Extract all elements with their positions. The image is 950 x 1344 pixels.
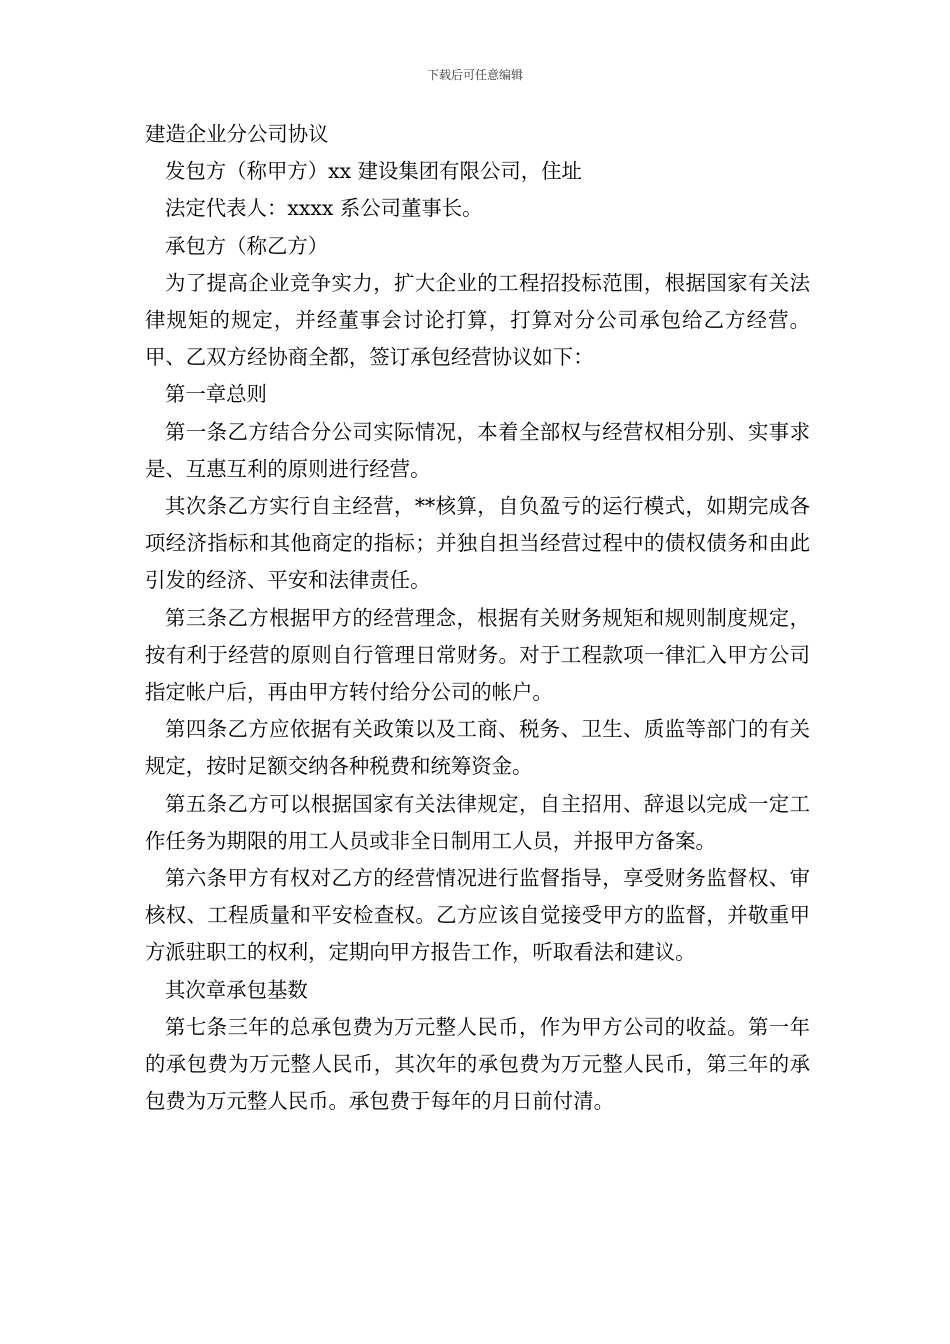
document-title: 建造企业分公司协议 <box>145 122 329 146</box>
article-2: 其次条乙方实行自主经营，**核算，自负盈亏的运行模式，如期完成各项经济指标和其他商定的指标；并独自担当经营过程中的债权债务和由此引发的经济、平安和法律责任。 <box>145 494 810 593</box>
article-1: 第一条乙方结合分公司实际情况，本着全部权与经营权相分别、实事求是、互惠互利的原则进行经营。 <box>145 419 810 481</box>
paragraph-contractor: 发包方（称甲方）xx 建设集团有限公司，住址 <box>165 159 582 184</box>
article-6: 第六条甲方有权对乙方的经营情况进行监督指导，享受财务监督权、审核权、工程质量和平安检查权。乙方应该自觉接受甲方的监督，并敬重甲方派驻职工的权利，定期向甲方报告工作，听取看法和建议。 <box>145 866 810 965</box>
chapter-heading-2: 其次章承包基数 <box>165 977 308 1002</box>
header-note: 下载后可任意编辑 <box>426 68 523 82</box>
article-3: 第三条乙方根据甲方的经营理念，根据有关财务规矩和规则制度规定，按有利于经营的原则自行管理日常财务。对于工程款项一律汇入甲方公司指定帐户后，再由甲方转付给分公司的帐户。 <box>145 605 810 705</box>
document-body <box>145 116 810 1120</box>
article-4: 第四条乙方应依据有关政策以及工商、税务、卫生、质监等部门的有关规定，按时足额交纳各种税费和统筹资金。 <box>145 717 810 779</box>
chapter-heading-1: 第一章总则 <box>165 382 267 407</box>
paragraph-legal-representative: 法定代表人：xxxx 系公司董事长。 <box>165 196 483 221</box>
paragraph-contractee: 承包方（称乙方） <box>165 233 329 258</box>
article-7: 第七条三年的总承包费为万元整人民币，作为甲方公司的收益。第一年的承包费为万元整人民币，其次年的承包费为万元整人民币，第三年的承包费为万元整人民币。承包费于每年的月日前付清。 <box>145 1014 810 1114</box>
article-5: 第五条乙方可以根据国家有关法律规定，自主招用、辞退以完成一定工作任务为期限的用工人员或非全日制用工人员，并报甲方备案。 <box>145 791 810 853</box>
paragraph-preamble: 为了提高企业竞争实力，扩大企业的工程招投标范围，根据国家有关法律规矩的规定，并经董事会讨论打算，打算对分公司承包给乙方经营。甲、乙双方经协商全都，签订承包经营协议如下： <box>145 270 810 370</box>
